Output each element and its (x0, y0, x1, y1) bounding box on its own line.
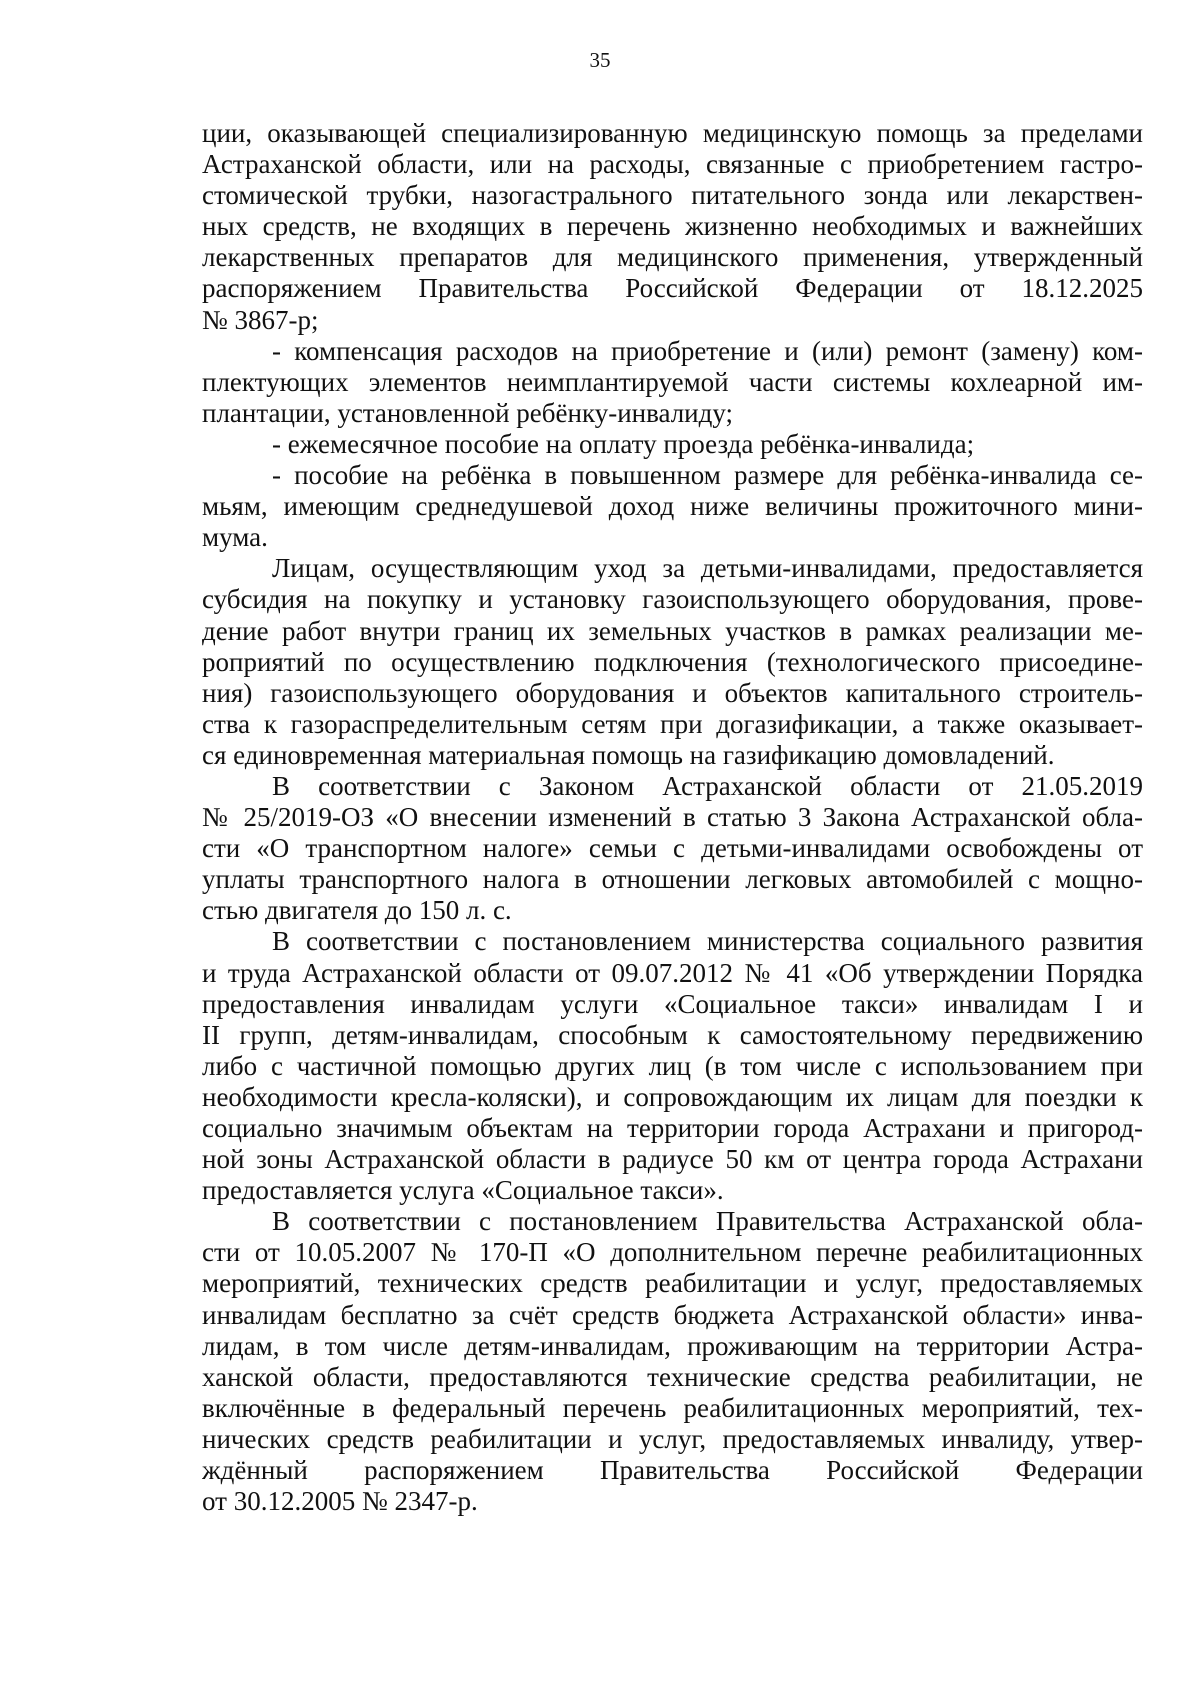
text-line: стомической трубки, назогастрального питательного зонда или лекарствен- (202, 180, 1143, 211)
text-line: II групп, детям-инвалидам, способным к самостоятельному передвижению (202, 1019, 1143, 1050)
text-line: № 3867-р; (202, 304, 319, 335)
text-line: мероприятий, технических средств реабилитации и услуг, предоставляемых (202, 1268, 1143, 1299)
text-line: мума. (202, 522, 268, 553)
page-number: 35 (589, 48, 611, 72)
text-line: - компенсация расходов на приобретение и (или) ремонт (замену) ком- (272, 335, 1143, 366)
text-line: - ежемесячное пособие на оплату проезда ребёнка-инвалида; (272, 428, 975, 459)
text-line: нических средств реабилитации и услуг, предоставляемых инвалиду, утвер- (202, 1423, 1143, 1454)
text-line: № 25/2019-ОЗ «О внесении изменений в статью 3 Закона Астраханской обла- (202, 802, 1143, 833)
text-line: - пособие на ребёнка в повышенном размере для ребёнка-инвалида се- (272, 460, 1143, 491)
text-line: лидам, в том числе детям-инвалидам, проживающим на территории Астра- (202, 1330, 1143, 1361)
document-body (202, 118, 1143, 1517)
text-line: ных средств, не входящих в перечень жизненно необходимых и важнейших (202, 211, 1143, 242)
text-line: мьям, имеющим среднедушевой доход ниже величины прожиточного мини- (202, 491, 1143, 522)
text-line: В соответствии с Законом Астраханской области от 21.05.2019 (272, 770, 1143, 801)
text-line: либо с частичной помощью других лиц (в том числе с использованием при (202, 1050, 1143, 1081)
text-line: В соответствии с постановлением министерства социального развития (272, 926, 1143, 957)
text-line: стью двигателя до 150 л. с. (202, 895, 512, 926)
text-line: инвалидам бесплатно за счёт средств бюджета Астраханской области» инва- (202, 1299, 1143, 1330)
text-line: сти «О транспортном налоге» семьи с детьми-инвалидами освобождены от (202, 833, 1143, 864)
text-line: плантации, установленной ребёнку-инвалиду; (202, 397, 734, 428)
text-line: лекарственных препаратов для медицинского применения, утвержденный (202, 242, 1143, 273)
text-line: от 30.12.2005 № 2347-р. (202, 1486, 478, 1517)
text-line: дение работ внутри границ их земельных участков в рамках реализации ме- (202, 615, 1143, 646)
text-line: ной зоны Астраханской области в радиусе 50 км от центра города Астрахани (202, 1144, 1143, 1175)
text-line: субсидия на покупку и установку газоиспользующего оборудования, прове- (202, 584, 1143, 615)
text-line: уплаты транспортного налога в отношении легковых автомобилей с мощно- (202, 864, 1143, 895)
text-line: ции, оказывающей специализированную медицинскую помощь за пределами (202, 118, 1143, 148)
text-line: ся единовременная материальная помощь на газификацию домовладений. (202, 739, 1055, 770)
text-line: сти от 10.05.2007 № 170-П «О дополнительном перечне реабилитационных (202, 1237, 1143, 1268)
text-line: включённые в федеральный перечень реабилитационных мероприятий, тех- (202, 1392, 1143, 1423)
text-line: ханской области, предоставляются технические средства реабилитации, не (202, 1361, 1143, 1392)
text-line: ния) газоиспользующего оборудования и объектов капитального строитель- (202, 677, 1143, 708)
text-line: Астраханской области, или на расходы, связанные с приобретением гастро- (202, 149, 1143, 180)
text-line: предоставляется услуга «Социальное такси». (202, 1175, 724, 1206)
text-line: В соответствии с постановлением Правительства Астраханской обла- (272, 1206, 1143, 1237)
text-line: необходимости кресла-коляски), и сопровождающим их лицам для поездки к (202, 1081, 1143, 1112)
text-line: ждённый распоряжением Правительства Российской Федерации (202, 1455, 1143, 1486)
text-line: плектующих элементов неимплантируемой части системы кохлеарной им- (202, 366, 1143, 397)
text-line: предоставления инвалидам услуги «Социальное такси» инвалидам I и (202, 988, 1143, 1019)
text-line: роприятий по осуществлению подключения (технологического присоедине- (202, 646, 1143, 677)
text-line: социально значимым объектам на территории города Астрахани и пригород- (202, 1113, 1143, 1143)
text-line: Лицам, осуществляющим уход за детьми-инвалидами, предоставляется (272, 553, 1143, 584)
text-line: и труда Астраханской области от 09.07.2012 № 41 «Об утверждении Порядка (202, 957, 1143, 988)
text-line: распоряжением Правительства Российской Федерации от 18.12.2025 (202, 273, 1143, 304)
text-line: ства к газораспределительным сетям при догазификации, а также оказывает- (202, 708, 1143, 739)
